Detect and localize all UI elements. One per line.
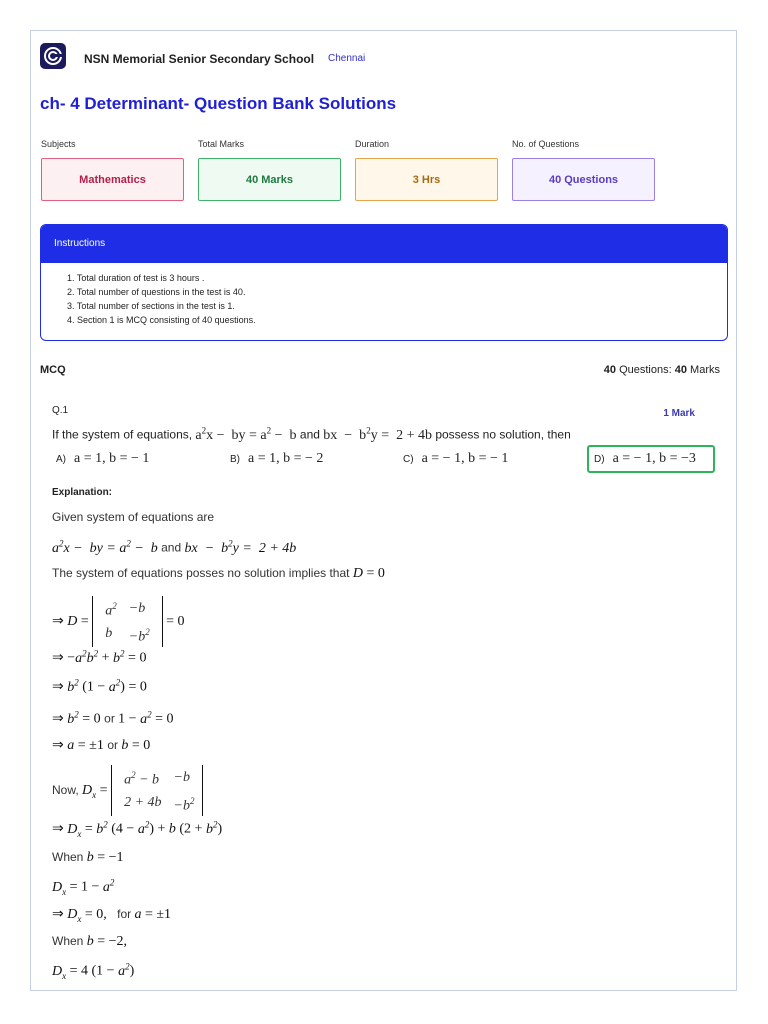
explanation-step: ⇒ $-a^2b^2 + b^2 = 0$ — [52, 648, 147, 666]
section-summary — [604, 364, 720, 376]
instruction-item: 1. Total duration of test is 3 hours . — [67, 273, 205, 283]
section-questions-word: Questions: — [619, 364, 672, 376]
total-marks-card: 40 Marks — [198, 158, 341, 201]
duration-label: Duration — [355, 139, 390, 149]
determinant-d: ⇒ D = $a^2$ −b b $-b^2$ = 0 — [52, 596, 184, 647]
subjects-label: Subjects — [41, 139, 76, 149]
question-number: Q.1 — [52, 405, 69, 416]
explanation-step: $D_x = 1 - a^2$ — [52, 877, 115, 897]
question-text: If the system of equations, $a^2x$ − by = $a^2 - b$ and bx − $b^2y = 2 + 4b$ possess no solution, then — [52, 425, 571, 443]
explanation-step: ⇒ $D_x = 0$, for a = ±1 — [52, 907, 172, 924]
explanation-line: Given system of equations are — [52, 510, 215, 524]
section-name: MCQ — [40, 364, 66, 376]
explanation-step: ⇒ $D_x = b^2$ $(4 - a^2) + b$ $(2 + b^2)$ — [52, 819, 223, 839]
explanation-step: ⇒ a = ±1 or b = 0 — [52, 738, 151, 753]
subjects-card: Mathematics — [41, 158, 184, 201]
school-logo-icon — [40, 43, 66, 69]
question-paper — [30, 30, 737, 991]
section-question-count: 40 — [603, 364, 617, 376]
option-a[interactable]: A) a = 1, b = − 1 — [56, 451, 150, 466]
instructions-heading: Instructions — [41, 225, 727, 263]
total-marks-label: Total Marks — [198, 139, 245, 149]
school-name: NSN Memorial Senior Secondary School — [84, 52, 315, 66]
questions-label: No. of Questions — [512, 139, 580, 149]
option-d-correct[interactable]: D) a = − 1, b = −3 — [587, 445, 715, 473]
explanation-step: When b = −1 — [52, 850, 124, 865]
instruction-item: 2. Total number of questions in the test is 40. — [67, 287, 246, 297]
questions-card: 40 Questions — [512, 158, 655, 201]
instruction-item: 4. Section 1 is MCQ consisting of 40 questions. — [67, 315, 256, 325]
explanation-step: $D_x = 4$ $(1 - a^2)$ — [52, 961, 135, 981]
section-marks-count: 40 — [674, 364, 687, 376]
explanation-step: ⇒ $b^2$ $(1 - a^2) = 0$ — [52, 677, 147, 695]
instructions-box — [40, 224, 728, 341]
explanation-step: When b = −2, — [52, 934, 127, 949]
determinant-dx: Now, $D_x$ = $a^2 - b$ −b 2 + 4b $-b^2$ — [52, 765, 203, 816]
option-c[interactable]: C) a = − 1, b = − 1 — [403, 451, 509, 466]
instructions-list — [41, 263, 727, 327]
explanation-step: ⇒ $b^2 = 0$ or $1 - a^2 = 0$ — [52, 709, 174, 727]
school-city: Chennai — [328, 53, 366, 64]
instruction-item: 3. Total number of sections in the test is 1. — [67, 301, 235, 311]
section-marks-word: Marks — [690, 364, 720, 376]
duration-card: 3 Hrs — [355, 158, 498, 201]
page-title: ch- 4 Determinant- Question Bank Solutions — [40, 94, 397, 113]
option-b[interactable]: B) a = 1, b = − 2 — [230, 451, 324, 466]
explanation-line: The system of equations posses no solution implies that D = 0 — [52, 566, 385, 581]
explanation-heading: Explanation: — [52, 487, 113, 498]
question-marks: 1 Mark — [663, 408, 695, 419]
explanation-equations: $a^2x$ − by = $a^2 - b$ and bx − $b^2y = 2 + 4b$ — [52, 538, 297, 556]
